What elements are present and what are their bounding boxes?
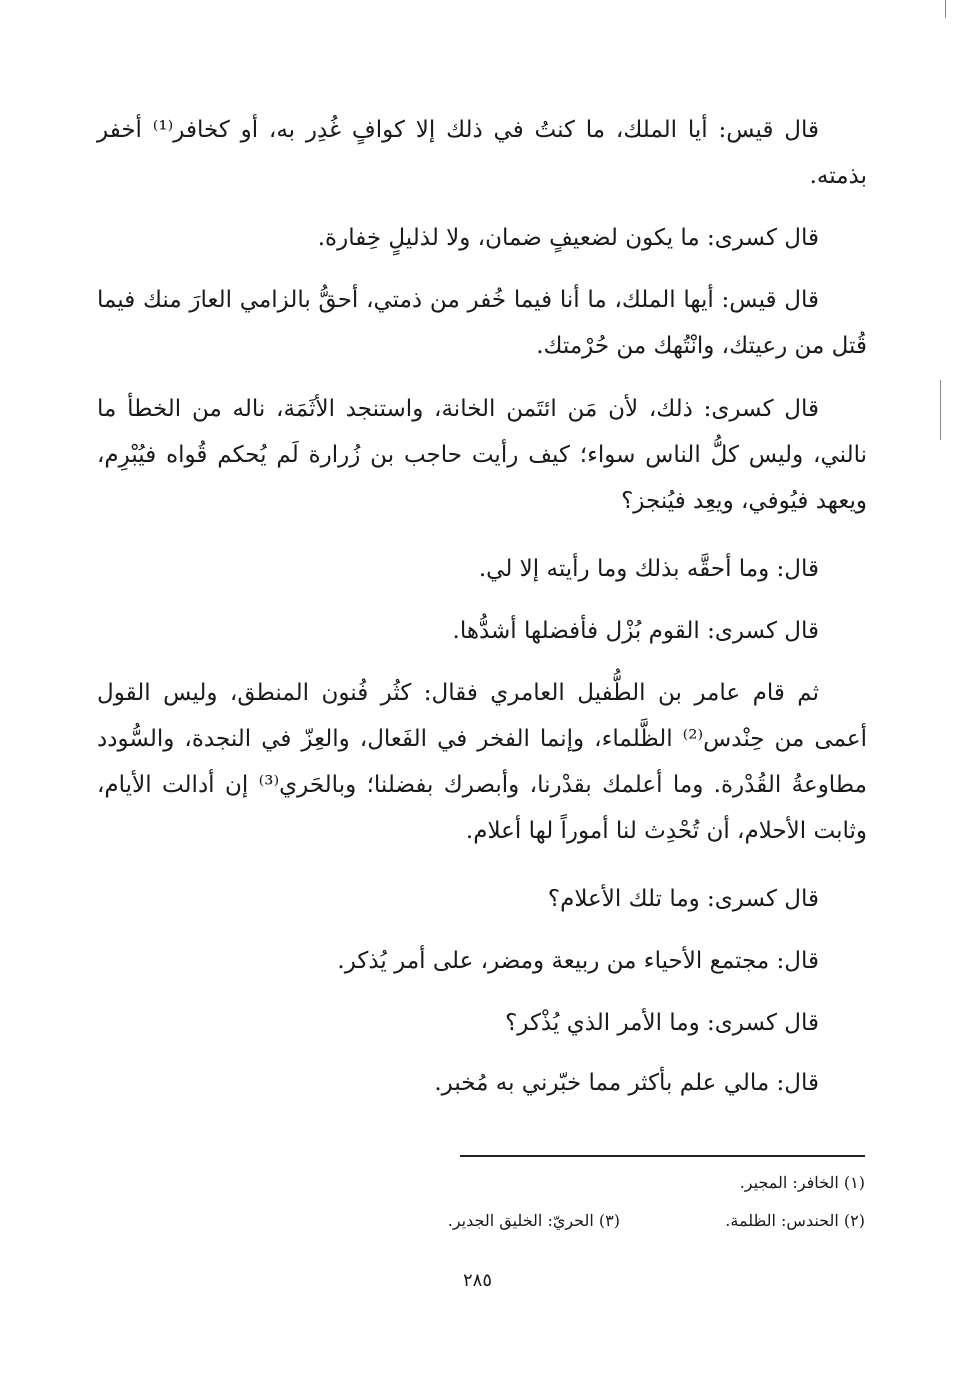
paragraph-5: قال: وما أحقَّه بذلك وما رأيته إلا لي. bbox=[478, 556, 819, 582]
footnote-3: (٣) الحريّ: الخليق الجدير. bbox=[447, 1211, 620, 1230]
paragraph-11: قال: مالي علم بأكثر مما خبّرني به مُخبر. bbox=[434, 1070, 819, 1096]
paragraph-4: قال كسرى: ذلك، لأن مَن ائتَمن الخانة، واستنجد الأثَمَة، ناله من الخطأ ما نالني، وليس كلُّ الناس سواء؛ كيف رأيت حاجب بن زُرارة لَم يُحكم قُواه فيُبْرِم، ويعهد فيُوفي، ويعِد فيُنجز؟ bbox=[97, 396, 867, 514]
scan-artifact-top bbox=[945, 0, 946, 18]
page-number: ٢٨٥ bbox=[462, 1270, 492, 1291]
paragraph-8: قال كسرى: وما تلك الأعلام؟ bbox=[547, 886, 819, 912]
paragraph-10: قال كسرى: وما الأمر الذي يُذْكر؟ bbox=[505, 1010, 819, 1036]
paragraph-6: قال كسرى: القوم بُزْل فأفضلها أشدُّها. bbox=[452, 618, 819, 644]
paragraph-1: قال قيس: أيا الملك، ما كنتُ في ذلك إلا كوافٍ غُدِر به، أو كخافر⁽¹⁾ أخفر بذمته. bbox=[97, 117, 867, 189]
paragraph-7: ثم قام عامر بن الطُّفيل العامري فقال: كثُر فُنون المنطق، وليس القول أعمى من حِنْدس⁽²⁾ الظَّلماء، وإنما الفخر في الفَعال، والعِزّ في النجدة، والسُّودد مطاوعةُ القُدْرة. وما أعلمك بقدْرنا، وأبصرك بفضلنا؛ وبالحَري⁽³⁾ إن أدالت الأيام، وثابت الأحلام، أن تُحْدِث لنا أموراً لها أعلام. bbox=[97, 680, 867, 844]
footnote-2: (٢) الحندس: الظلمة. bbox=[725, 1211, 865, 1230]
paragraph-9: قال: مجتمع الأحياء من ربيعة ومضر، على أمر يُذكر. bbox=[337, 948, 819, 974]
paragraph-3: قال قيس: أيها الملك، ما أنا فيما خُفر من ذمتي، أحقُّ بالزامي العارَ منك فيما قُتل من رعيتك، وانْتُهك من حُرْمتك. bbox=[97, 287, 867, 359]
scan-artifact-right bbox=[940, 380, 941, 440]
paragraph-2: قال كسرى: ما يكون لضعيفٍ ضمان، ولا لذليلٍ خِفارة. bbox=[317, 225, 819, 251]
footnote-1: (١) الخافر: المجير. bbox=[739, 1173, 865, 1192]
footnote-divider bbox=[460, 1155, 865, 1157]
